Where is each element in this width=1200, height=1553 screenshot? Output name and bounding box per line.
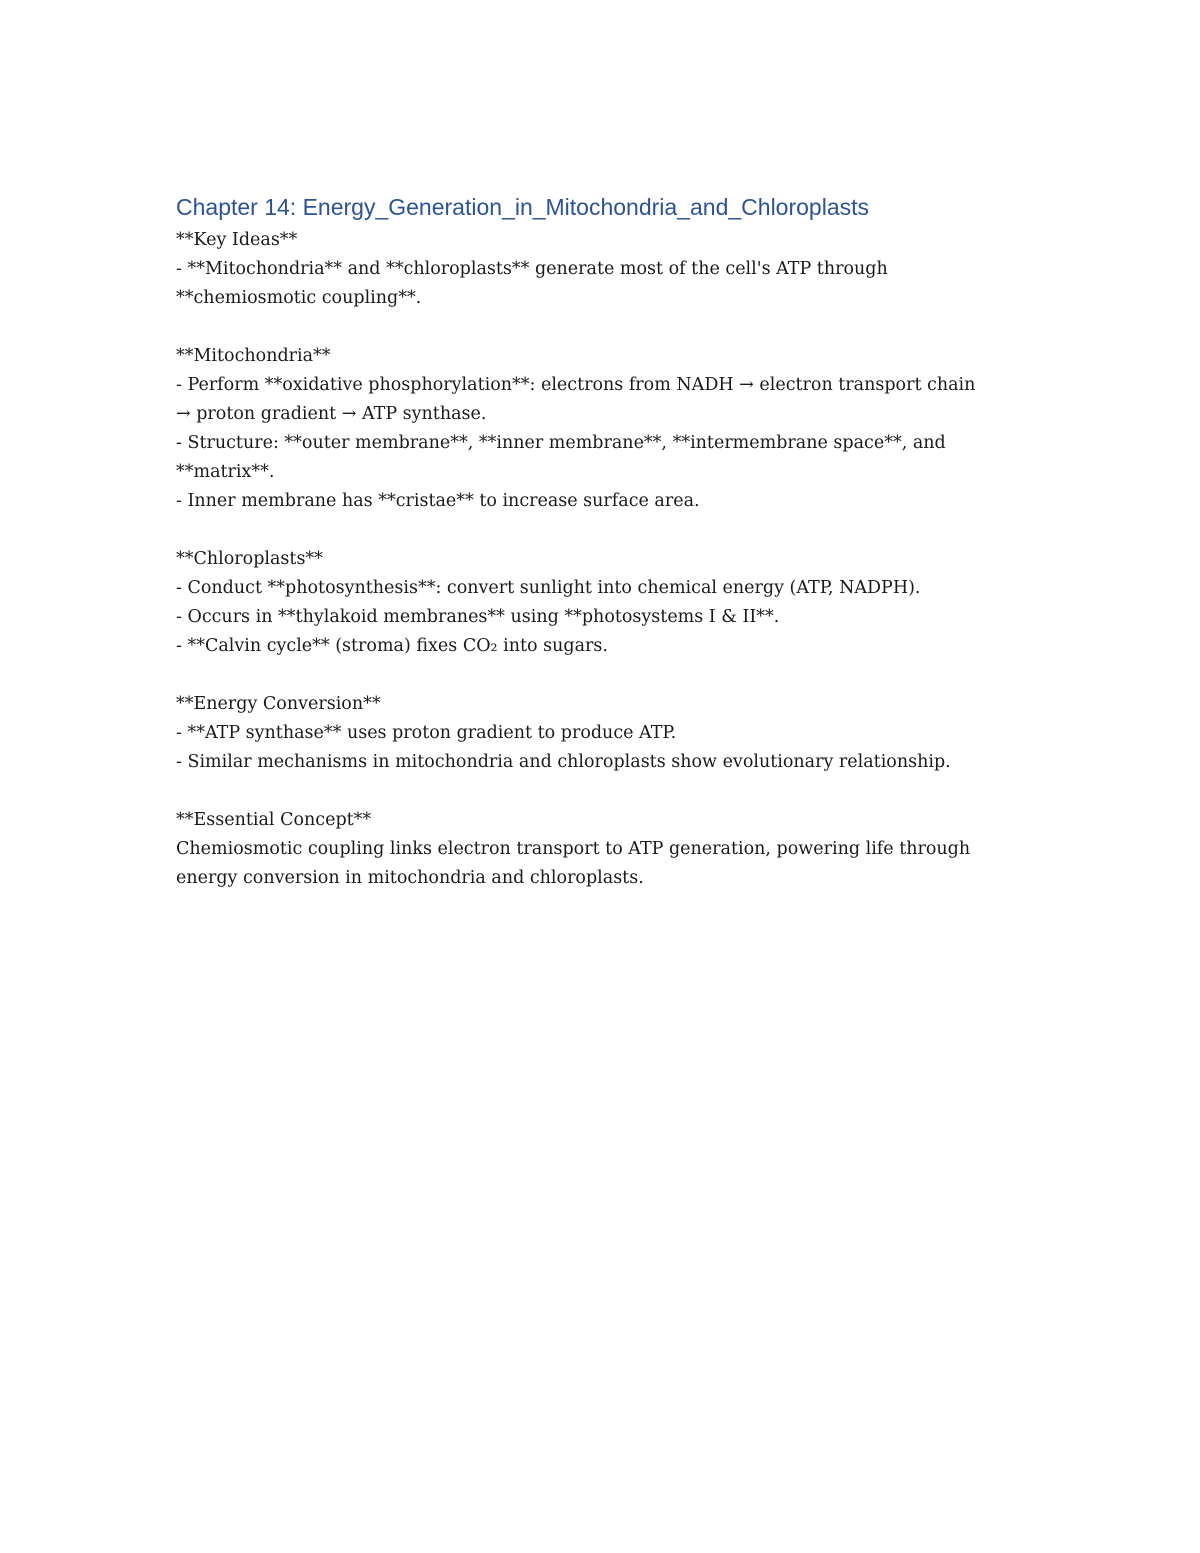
heading-energy-conversion: **Energy Conversion** — [176, 694, 381, 714]
bullet-line: - **Mitochondria** and **chloroplasts** generate most of the cell's ATP through — [176, 259, 888, 279]
blank-line — [176, 313, 1036, 342]
chapter-title: Chapter 14: Energy_Generation_in_Mitochondria_and_Chloroplasts — [176, 194, 869, 220]
bullet-continuation: → proton gradient → ATP synthase. — [176, 404, 487, 424]
document-body — [176, 190, 1036, 893]
paragraph-line: Chemiosmotic coupling links electron transport to ATP generation, powering life through — [176, 839, 971, 859]
blank-line — [176, 661, 1036, 690]
heading-key-ideas: **Key Ideas** — [176, 230, 298, 250]
bullet-line: - Occurs in **thylakoid membranes** using **photosystems I & II**. — [176, 607, 780, 627]
bullet-continuation: **chemiosmotic coupling**. — [176, 288, 422, 308]
heading-chloroplasts: **Chloroplasts** — [176, 549, 323, 569]
bullet-line: - Conduct **photosynthesis**: convert sunlight into chemical energy (ATP, NADPH). — [176, 578, 921, 598]
blank-line — [176, 777, 1036, 806]
bullet-line: - Structure: **outer membrane**, **inner membrane**, **intermembrane space**, and — [176, 433, 946, 453]
paragraph-line: energy conversion in mitochondria and chloroplasts. — [176, 868, 644, 888]
heading-essential-concept: **Essential Concept** — [176, 810, 372, 830]
bullet-line: - **ATP synthase** uses proton gradient to produce ATP. — [176, 723, 677, 743]
bullet-continuation: **matrix**. — [176, 462, 275, 482]
blank-line — [176, 516, 1036, 545]
bullet-line: - Similar mechanisms in mitochondria and chloroplasts show evolutionary relationship. — [176, 752, 951, 772]
bullet-line: - **Calvin cycle** (stroma) fixes CO₂ into sugars. — [176, 636, 608, 656]
bullet-line: - Inner membrane has **cristae** to increase surface area. — [176, 491, 700, 511]
bullet-line: - Perform **oxidative phosphorylation**: electrons from NADH → electron transport chain — [176, 375, 976, 395]
heading-mitochondria: **Mitochondria** — [176, 346, 331, 366]
